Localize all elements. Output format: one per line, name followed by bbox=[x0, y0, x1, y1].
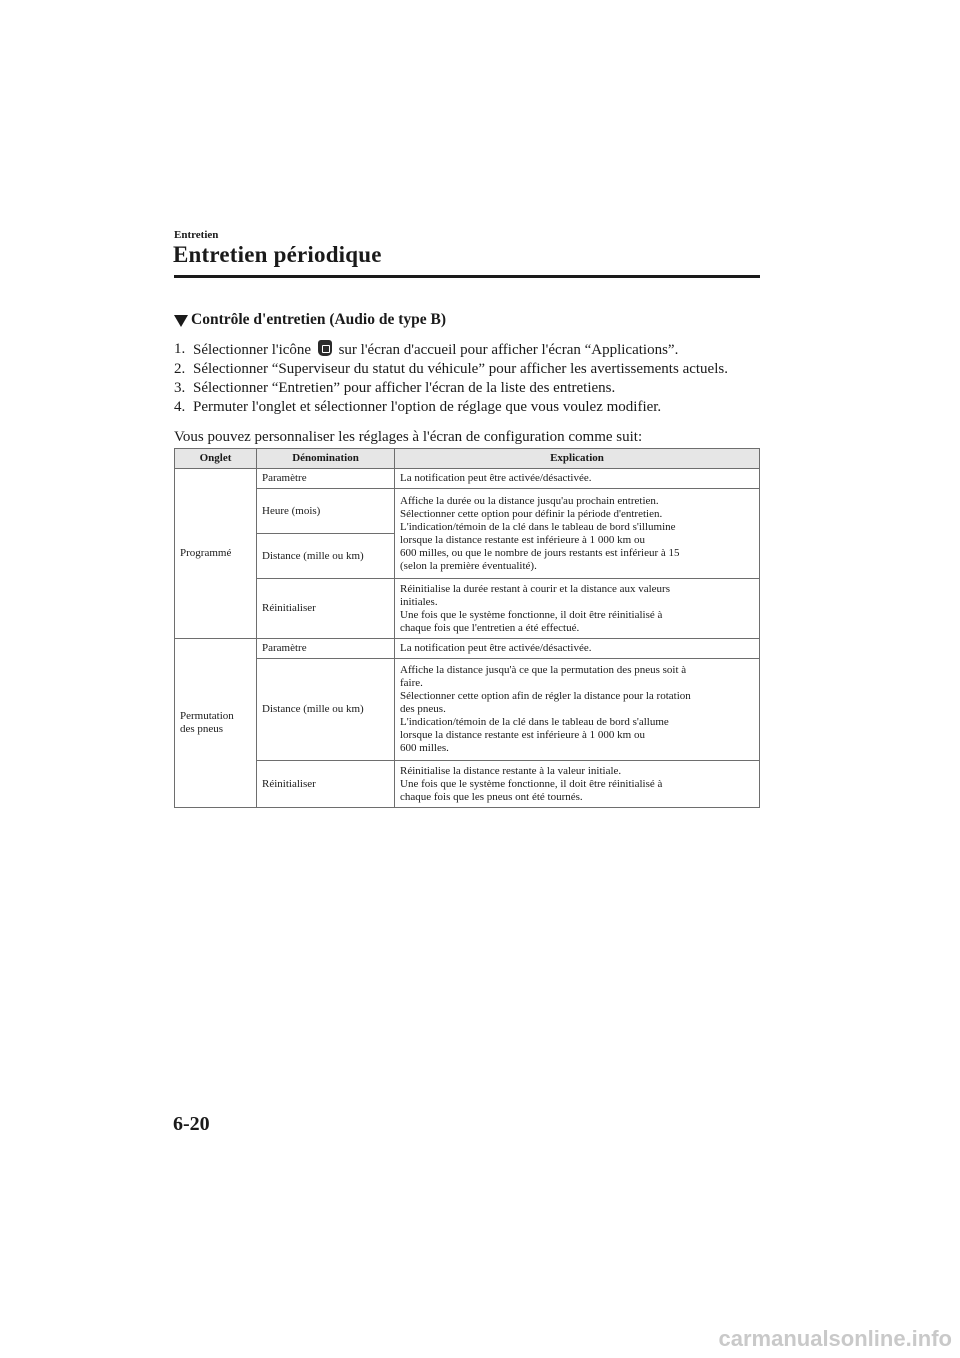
table-row bbox=[175, 579, 760, 639]
explanation-cell: La notification peut être activée/désactivée. bbox=[395, 469, 760, 489]
page-title: Entretien périodique bbox=[173, 242, 382, 267]
name-cell: Réinitialiser bbox=[257, 761, 395, 808]
step-number: 2. bbox=[174, 361, 186, 377]
explanation-cell: Affiche la distance jusqu'à ce que la permutation des pneus soit à faire. Sélectionner cette option afin de régler la distance pour la rotation des pneus. L'indication/témoin de la clé dans le tableau de bord s'allume lorsque la distance restante est inférieure à 1 000 km ou 600 milles. bbox=[395, 659, 760, 761]
intro-paragraph: Vous pouvez personnaliser les réglages à l'écran de configuration comme suit: bbox=[174, 429, 643, 445]
step-number: 4. bbox=[174, 399, 186, 415]
header-onglet: Onglet bbox=[175, 449, 257, 469]
step-text-after-icon: sur l'écran d'accueil pour afficher l'écran “Applications”. bbox=[334, 342, 679, 358]
tab-cell: Programmé bbox=[175, 469, 257, 639]
page-number: 6-20 bbox=[173, 1113, 210, 1135]
header-denomination: Dénomination bbox=[257, 449, 395, 469]
table-row bbox=[175, 469, 760, 489]
step-text bbox=[193, 340, 678, 360]
name-cell: Paramètre bbox=[257, 469, 395, 489]
step-number: 1. bbox=[174, 341, 186, 357]
table-header-row bbox=[175, 449, 760, 469]
table-row bbox=[175, 761, 760, 808]
list-item bbox=[174, 360, 774, 379]
explanation-cell: La notification peut être activée/désactivée. bbox=[395, 639, 760, 659]
list-item bbox=[174, 340, 774, 360]
subsection-heading bbox=[174, 311, 446, 329]
explanation-cell: Réinitialise la durée restant à courir et la distance aux valeurs initiales. Une fois que le système fonctionne, il doit être réinitialisé à chaque fois que l'entretien a été effectué. bbox=[395, 579, 760, 639]
table-row bbox=[175, 639, 760, 659]
down-triangle-icon bbox=[174, 315, 188, 327]
header-explication: Explication bbox=[395, 449, 760, 469]
name-cell: Paramètre bbox=[257, 639, 395, 659]
step-text-before-icon: Sélectionner l'icône bbox=[193, 342, 315, 358]
list-item bbox=[174, 398, 774, 417]
name-cell: Distance (mille ou km) bbox=[257, 659, 395, 761]
subsection-heading-text: Contrôle d'entretien (Audio de type B) bbox=[191, 311, 447, 328]
section-label: Entretien bbox=[174, 229, 219, 241]
table-row bbox=[175, 489, 760, 534]
explanation-cell: Affiche la durée ou la distance jusqu'au prochain entretien. Sélectionner cette option pour définir la période d'entretien. L'indication/témoin de la clé dans le tableau de bord s'illumine lorsque la distance restante est inférieure à 1 000 km ou 600 milles, ou que le nombre de jours restants est inférieur à 15 (selon la première éventualité). bbox=[395, 489, 760, 579]
title-rule bbox=[174, 275, 760, 278]
step-number: 3. bbox=[174, 380, 186, 396]
applications-icon bbox=[318, 340, 332, 356]
step-text: Permuter l'onglet et sélectionner l'option de réglage que vous voulez modifier. bbox=[193, 399, 662, 415]
table-row bbox=[175, 659, 760, 761]
name-cell: Heure (mois) bbox=[257, 489, 395, 534]
steps-list bbox=[174, 340, 774, 417]
name-cell: Distance (mille ou km) bbox=[257, 534, 395, 579]
watermark: carmanualsonline.info bbox=[718, 1326, 952, 1351]
settings-table bbox=[174, 448, 760, 808]
explanation-cell: Réinitialise la distance restante à la valeur initiale. Une fois que le système fonctionne, il doit être réinitialisé à chaque fois que les pneus ont été tournés. bbox=[395, 761, 760, 808]
name-cell: Réinitialiser bbox=[257, 579, 395, 639]
step-text: Sélectionner “Entretien” pour afficher l'écran de la liste des entretiens. bbox=[193, 380, 616, 396]
step-text: Sélectionner “Superviseur du statut du véhicule” pour afficher les avertissements actuels. bbox=[193, 361, 728, 377]
list-item bbox=[174, 379, 774, 398]
tab-cell: Permutation des pneus bbox=[175, 639, 257, 808]
